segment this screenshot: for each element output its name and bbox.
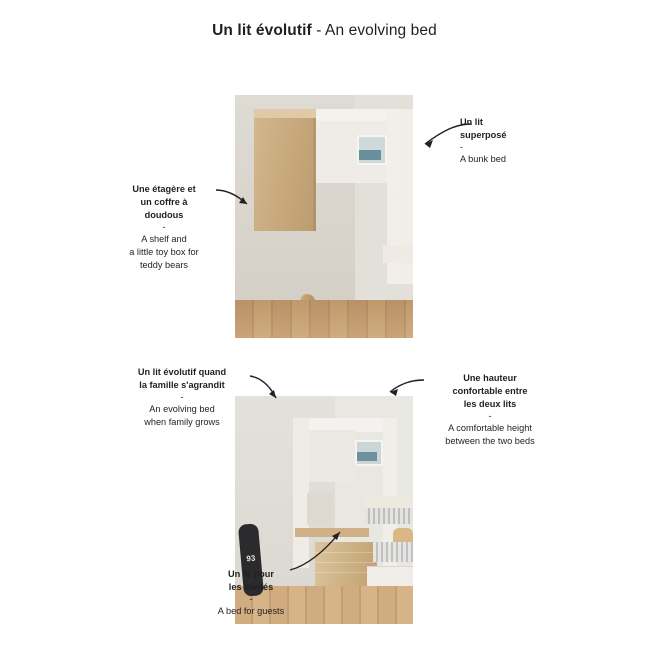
wood-frame-left-top bbox=[254, 109, 316, 118]
callout-shelf-toybox-en-1: A shelf and bbox=[141, 234, 187, 244]
bunk-window-pillow bbox=[359, 150, 381, 160]
callout-guest-bed-separator: - bbox=[249, 594, 253, 604]
callout-shelf-toybox-fr-2: un coffre à bbox=[140, 197, 188, 207]
floor-shading bbox=[235, 300, 413, 338]
upper-mattress bbox=[383, 245, 413, 263]
photo-bunk-bed-upper bbox=[235, 95, 413, 338]
callout-comfortable-height-fr-3: les deux lits bbox=[463, 399, 517, 409]
callout-comfortable-height bbox=[420, 372, 560, 448]
page-title-rest: - An evolving bed bbox=[311, 22, 437, 39]
upper-bedding-2 bbox=[365, 508, 413, 524]
callout-shelf-toybox-fr-3: doudous bbox=[144, 210, 184, 220]
callout-bunk-bed-en-1: A bunk bed bbox=[460, 154, 506, 164]
mirror bbox=[307, 492, 333, 526]
callout-shelf-toybox-en-3: teddy bears bbox=[139, 260, 188, 270]
skateboard-label: 93 bbox=[246, 553, 256, 564]
page-title bbox=[0, 22, 649, 40]
page-title-bold: Un lit évolutif bbox=[212, 22, 312, 39]
callout-comfortable-height-separator: - bbox=[488, 411, 492, 421]
callout-guest-bed-en-1: A bed for guests bbox=[217, 606, 285, 616]
callout-comfortable-height-fr-1: Une hauteur bbox=[463, 373, 517, 383]
callout-shelf-toybox-separator: - bbox=[162, 222, 166, 232]
wood-frame-left bbox=[254, 109, 316, 231]
callout-comfortable-height-en-1: A comfortable height bbox=[448, 423, 532, 433]
callout-comfortable-height-fr-2: confortable entre bbox=[452, 386, 528, 396]
bunk-window-pillow-2 bbox=[357, 452, 377, 461]
callout-bunk-bed bbox=[460, 116, 570, 166]
callout-evolving-bed-en-2: when family grows bbox=[144, 417, 220, 427]
callout-guest-bed-fr-1: Un lit pour bbox=[228, 569, 274, 579]
callout-bunk-bed-fr-2: superposé bbox=[460, 130, 507, 140]
callout-comfortable-height-en-2: between the two beds bbox=[445, 436, 535, 446]
bunk-window-cutout bbox=[357, 135, 387, 165]
callout-shelf-toybox-en-2: a little toy box for bbox=[129, 247, 199, 257]
callout-guest-bed bbox=[196, 568, 306, 618]
wood-shelf-2 bbox=[295, 528, 369, 537]
bunk-headboard-panel-2 bbox=[301, 430, 355, 482]
callout-bunk-bed-fr-1: Un lit bbox=[460, 117, 483, 127]
callout-shelf-toybox bbox=[108, 183, 220, 272]
bunk-rail-bar-bottom bbox=[387, 235, 413, 242]
callout-guest-bed-fr-2: les invités bbox=[228, 582, 274, 592]
callout-shelf-toybox-fr-1: Une étagère et bbox=[132, 184, 196, 194]
bunk-rail-bar-top bbox=[387, 191, 413, 198]
bunk-window-cutout-2 bbox=[355, 440, 383, 466]
callout-evolving-bed-en-1: An evolving bed bbox=[149, 404, 215, 414]
callout-evolving-bed-fr-2: la famille s'agrandit bbox=[139, 380, 225, 390]
callout-evolving-bed-separator: - bbox=[180, 392, 184, 402]
callout-evolving-bed-fr-1: Un lit évolutif quand bbox=[137, 367, 227, 377]
callout-evolving-bed bbox=[104, 366, 260, 429]
lower-bedding-2 bbox=[373, 542, 413, 562]
callout-bunk-bed-separator: - bbox=[460, 142, 464, 152]
